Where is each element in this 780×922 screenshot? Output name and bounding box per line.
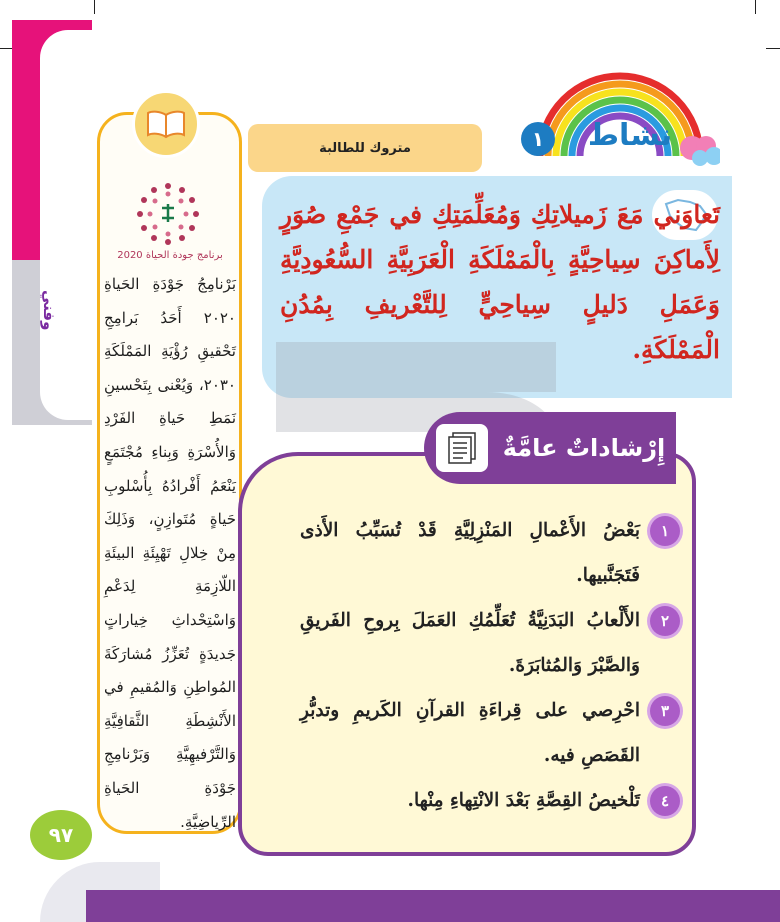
bottom-strip [86, 890, 780, 922]
sidebar-text: بَرْنامِجُ جَوْدَةِ الحَياةِ ٢٠٢٠ أَحَدُ بَرامِجِ تَحْقيقِ رُؤْيَةِ المَمْلَكَةِ ٢٠٣٠، وَيُعْنى بِتَحْسينِ نَمَطِ حَياةِ الفَرْدِ وَالأُسْرَةِ وَبِناءِ مُجْتَمَعٍ يَنْعَمُ أَفْرادُهُ بِأُسْلوبِ حَياةٍ مُتَوازِنٍ، وَذَلِكَ مِنْ خِلالِ تَهْيِئَةِ البيئَةِ اللّازِمَةِ لِدَعْمِ وَاسْتِحْداثِ خِياراتٍ جَديدَةٍ تُعَزِّزُ مُشارَكَةَ المُواطِنِ وَالمُقيمِ في الأَنْشِطَةِ الثَّقافِيَّةِ وَالتَّرْفيهِيَّةِ وَبَرْنامِجِ جَوْدَةِ الحَياةِ الرِّياضِيَّةِ. [104, 275, 236, 831]
flower-number-icon: ٣ [650, 696, 680, 726]
logo-caption: برنامج جودة الحياة 2020 [117, 250, 223, 261]
page-number: ٩٧ [30, 810, 92, 860]
activity-text: تَعاوَني مَعَ زَميلاتِكِ وَمُعَلِّمَتِكِ في جَمْعِ صُوَرٍ لِأَماكِنَ سِياحِيَّةٍ بِالْمَمْلَكَةِ الْعَرَبِيَّةِ السُّعُودِيَّةِ وَعَمَلِ دَليلٍ سِياحِيٍّ لِلتَّعْريفِ بِمُدُنِ الْمَمْلَكَةِ. [280, 200, 720, 364]
banner-note: متروك للطالبة [248, 124, 482, 172]
guidance-item [300, 598, 680, 688]
guidance-item [300, 508, 680, 598]
open-book-icon [146, 109, 186, 139]
guidance-item-text: احْرِصي على قِراءَةِ القرآنِ الكَريمِ وتدبُّرِ القَصَصِ فيه. [300, 700, 640, 766]
document-stack-icon [436, 424, 488, 472]
crop-mark [755, 0, 756, 14]
guidance-list [300, 508, 680, 823]
flower-number-icon: ٤ [650, 786, 680, 816]
activity-title: نشاط [587, 118, 673, 153]
flower-number-icon: ١ [650, 516, 680, 546]
vision-logo-icon [132, 178, 204, 250]
activity-number: ١ [521, 122, 555, 156]
guidance-item-text: الأَلْعابُ البَدَنِيَّةُ تُعَلِّمُكِ العَمَلَ بِروحِ الفَريقِ وَالصَّبْرَ وَالمُثابَرَةَ. [300, 610, 640, 676]
crop-mark [766, 48, 780, 49]
guidance-item-text: بَعْضُ الأَعْمالِ المَنْزِلِيَّةِ قَدْ تُسَبِّبُ الأَذى فَتَجَنَّبيها. [300, 520, 640, 586]
unit-subtitle: وفني [40, 290, 58, 331]
crop-mark [94, 0, 95, 14]
guidance-title: إِرْشاداتٌ عامَّةٌ [502, 434, 666, 462]
unit-title: الوحدة الثالثة [42, 131, 60, 229]
guidance-item [300, 688, 680, 778]
guidance-item-text: تَلْخيصُ القِصَّةِ بَعْدَ الانْتِهاءِ مِنْها. [407, 790, 640, 811]
guidance-item [300, 778, 680, 823]
book-badge [132, 90, 200, 158]
flower-number-icon: ٢ [650, 606, 680, 636]
